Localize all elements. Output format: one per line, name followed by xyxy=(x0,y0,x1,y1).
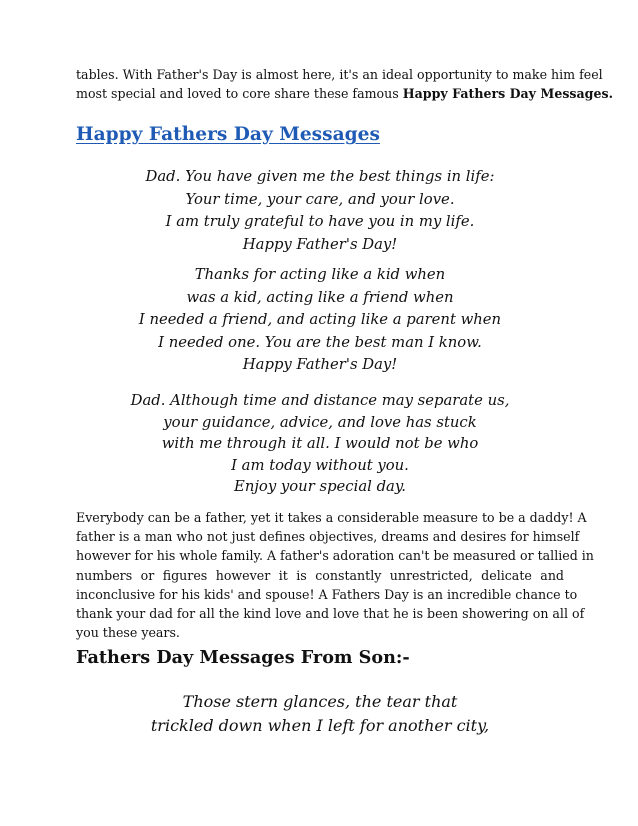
section-heading-messages-from-son: Fathers Day Messages From Son:- xyxy=(76,647,410,668)
poem-from-son xyxy=(76,690,564,738)
paragraph-line: thank your dad for all the kind love and love that he is been showering on all of xyxy=(76,606,585,622)
poem-line: with me through it all. I would not be who xyxy=(161,435,479,453)
intro-line-2 xyxy=(76,84,613,103)
poem-line: Dad. Although time and distance may separate us, xyxy=(130,392,510,409)
poem-line: Enjoy your special day. xyxy=(234,478,406,496)
poem-line: Thanks for acting like a kid when xyxy=(194,266,446,283)
intro-line-2-text: most special and loved to core share these famous xyxy=(76,86,403,102)
intro-line-1: tables. With Father's Day is almost here, it's an ideal opportunity to make him feel xyxy=(76,67,603,82)
body-paragraph xyxy=(76,508,594,642)
section-heading-happy-fathers-day-messages: Happy Fathers Day Messages xyxy=(76,124,380,145)
poem-line: Those stern glances, the tear that xyxy=(182,692,458,711)
paragraph-line: father is a man who not just defines objectives, dreams and desires for himself xyxy=(76,529,580,545)
poem-line: I am truly grateful to have you in my life. xyxy=(165,213,475,231)
poem-line: Happy Father's Day! xyxy=(242,356,398,374)
poem-line: Your time, your care, and your love. xyxy=(185,190,455,208)
paragraph-line: however for his whole family. A father's adoration can't be measured or tallied in xyxy=(76,548,594,564)
poem-line: Happy Father's Day! xyxy=(242,235,398,253)
poem-line: I needed one. You are the best man I know. xyxy=(158,333,482,351)
poem-1 xyxy=(76,166,564,256)
intro-paragraph xyxy=(76,65,613,104)
poem-line: trickled down when I left for another city, xyxy=(150,715,490,735)
paragraph-line: numbers or figures however it is constantly unrestricted, delicate and xyxy=(76,567,564,583)
paragraph-line: inconclusive for his kids' and spouse! A Fathers Day is an incredible chance to xyxy=(76,586,578,602)
poem-line: was a kid, acting like a friend when xyxy=(186,288,454,306)
poem-line: I am today without you. xyxy=(231,456,409,474)
poem-line: I needed a friend, and acting like a parent when xyxy=(138,311,502,329)
intro-bold-phrase: Happy Fathers Day Messages. xyxy=(402,86,613,102)
poem-line: Dad. You have given me the best things in life: xyxy=(145,168,495,185)
paragraph-line: you these years. xyxy=(76,625,180,641)
poem-2 xyxy=(76,264,564,377)
poem-line: your guidance, advice, and love has stuck xyxy=(163,413,477,431)
poem-3 xyxy=(76,390,564,498)
paragraph-line: Everybody can be a father, yet it takes a considerable measure to be a daddy! A xyxy=(76,510,587,525)
